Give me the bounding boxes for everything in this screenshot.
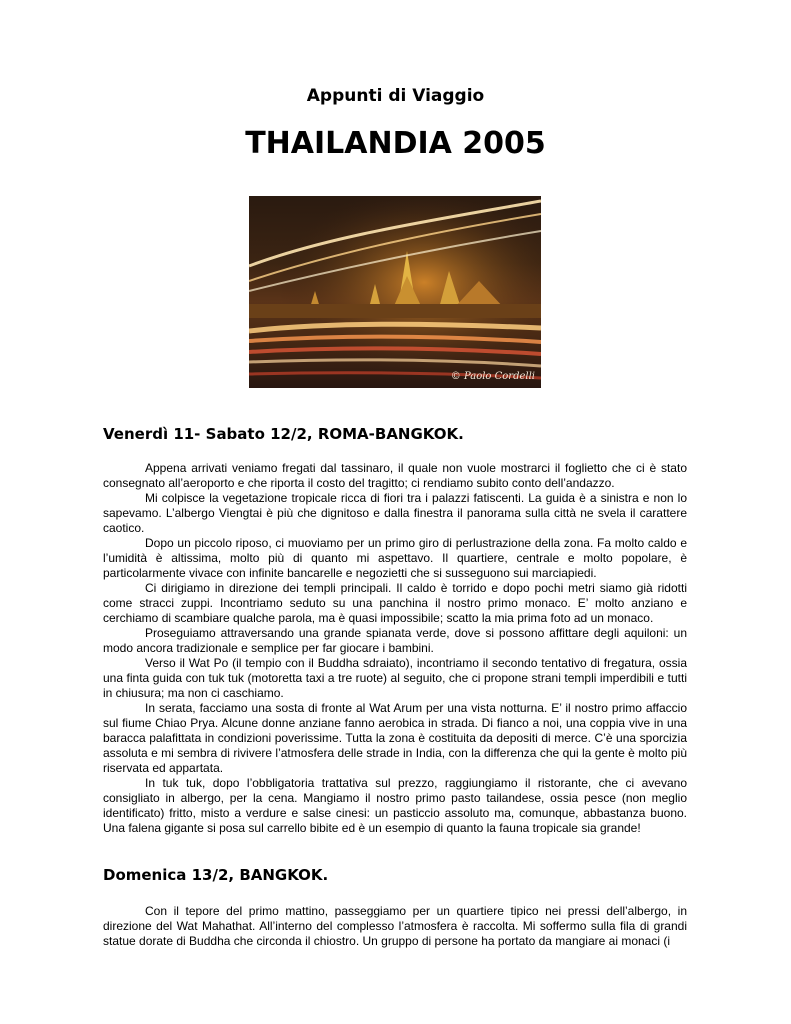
paragraph: Mi colpisce la vegetazione tropicale ricca di fiori tra i palazzi fatiscenti. La guida è a sinistra e non lo sapevamo. L’albergo Viengtai è più che dignitoso e dalla finestra il panorama sulla città ne svela il carattere caotico.	[103, 491, 687, 535]
document-title: THAILANDIA 2005	[245, 126, 546, 161]
section-body-day2	[103, 904, 687, 949]
paragraph: In tuk tuk, dopo l’obbligatoria trattativa sul prezzo, raggiungiamo il ristorante, che ci avevano consigliato in albergo, per la cena. Mangiamo il nostro primo pasto tailandese, ossia pesce (non meglio identificato) fritto, misto a verdure e salse cinesi: un pasticcio assoluto ma, comunque, abbastanza buono. Una falena gigante si posa sul carrello bibite ed è un esempio di quanto la fauna tropicale sia grande!	[103, 776, 687, 835]
paragraph: Verso il Wat Po (il tempio con il Buddha sdraiato), incontriamo il secondo tentativo di fregatura, ossia una finta guida con tuk tuk (motoretta taxi a tre ruote) al seguito, che ci propone strani templi imperdibili e tutti in chiusura; ma non ci caschiamo.	[103, 656, 687, 700]
paragraph: Dopo un piccolo riposo, ci muoviamo per un primo giro di perlustrazione della zona. Fa molto caldo e l’umidità è altissima, molto più di quanto mi aspettavo. Il quartiere, centrale e molto popolare, è particolarmente vivace con infinite bancarelle e negozietti che si susseguono sui marciapiedi.	[103, 536, 687, 580]
paragraph: In serata, facciamo una sosta di fronte al Wat Arum per una vista notturna. E’ il nostro primo affaccio sul fiume Chiao Prya. Alcune donne anziane fanno aerobica in strada. Di fianco a noi, una coppia vive in una baracca palafittata in condizioni poverissime. Tutta la zona è costituita da depositi di merce. C’è una sporcizia assoluta e mi sembra di rivivere l’atmosfera delle strade in India, con la differenza che qui la gente è molto più riservata ed appartata.	[103, 701, 687, 775]
paragraph: Appena arrivati veniamo fregati dal tassinaro, il quale non vuole mostrarci il foglietto che ci è stato consegnato all’aeroporto e che riporta il costo del tragitto; ci rendiamo subito conto dell’andazzo.	[103, 461, 687, 490]
document-subtitle: Appunti di Viaggio	[306, 86, 485, 106]
section-heading-day2: Domenica 13/2, BANGKOK.	[103, 866, 329, 884]
section-body-day1	[103, 461, 687, 836]
paragraph: Proseguiamo attraversando una grande spianata verde, dove si possono affittare degli aquiloni: un modo ancora tradizionale e semplice per far giocare i bambini.	[103, 626, 687, 655]
section-heading-day1: Venerdì 11- Sabato 12/2, ROMA-BANGKOK.	[103, 425, 464, 443]
photo-illustration	[249, 196, 541, 388]
paragraph: Ci dirigiamo in direzione dei templi principali. Il caldo è torrido e dopo pochi metri siamo già ridotti come stracci zuppi. Incontriamo seduto su una panchina il nostro primo monaco. E’ molto anziano e cerchiamo di scambiare qualche parola, ma è quasi impossibile; scatto la mia prima foto ad un monaco.	[103, 581, 687, 625]
temple-night-photo	[249, 196, 541, 388]
paragraph: Con il tepore del primo mattino, passeggiamo per un quartiere tipico nei pressi dell’albergo, in direzione del Wat Mahathat. All’interno del complesso l’atmosfera è raccolta. Mi soffermo sulla fila di grandi statue dorate di Buddha che circonda il chiostro. Un gruppo di persone ha portato da mangiare ai monaci (i	[103, 904, 687, 948]
photo-credit: © Paolo Cordelli	[450, 371, 535, 382]
